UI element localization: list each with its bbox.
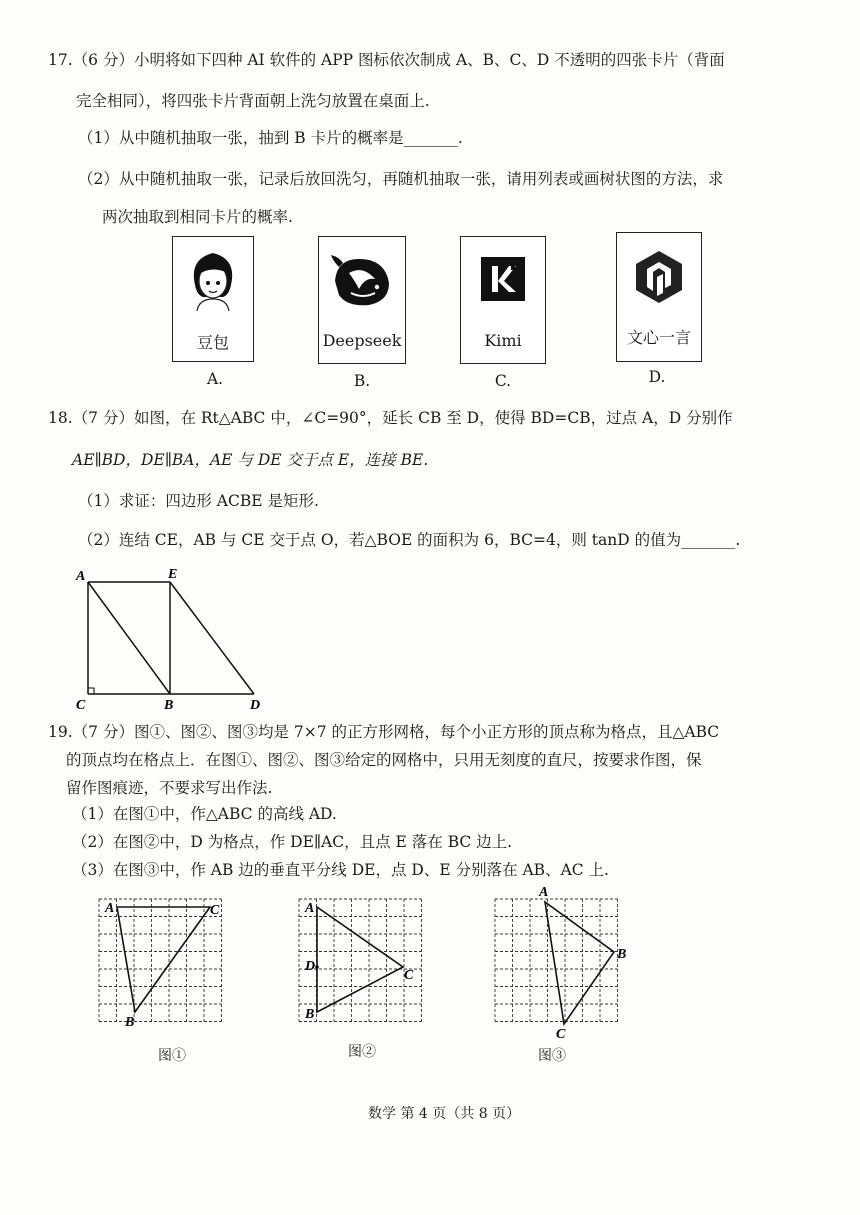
card-a-label: 豆包 (196, 333, 229, 352)
q18-part2: （2）连结 CE，AB 与 CE 交于点 O，若△BOE 的面积为 6，BC=4，则 tanD 的值为_______. (78, 531, 741, 549)
q19-line3: 留作图痕迹，不要求写出作法. (66, 779, 273, 797)
fig1-label-c: C (210, 903, 220, 918)
q19-figure-2 (292, 892, 432, 1032)
fig2-label-b: B (305, 1007, 315, 1022)
q18-label-e: E (168, 567, 178, 582)
q17-line2: 完全相同），将四张卡片背面朝上洗匀放置在桌面上. (76, 92, 430, 110)
fig1-label-b: B (125, 1015, 135, 1030)
q18-line2: AE∥BD，DE∥BA，AE 与 DE 交于点 E，连接 BE. (72, 451, 429, 469)
card-d-letter: D. (648, 368, 666, 386)
card-c-label: Kimi (484, 331, 522, 350)
q18-part1: （1）求证：四边形 ACBE 是矩形. (78, 492, 319, 510)
q19-part2: （2）在图②中，D 为格点，作 DE∥AC，且点 E 落在 BC 边上. (72, 833, 513, 851)
deepseek-whale-icon (329, 249, 395, 311)
q18-label-a: A (76, 569, 86, 584)
q17-line1: 17.（6 分）小明将如下四种 AI 软件的 APP 图标依次制成 A、B、C、D 不透明的四张卡片（背面 (48, 51, 725, 69)
fig3-label-b: B (617, 947, 627, 962)
wenxin-hexagon-icon (633, 249, 685, 305)
doubao-avatar-icon (183, 245, 243, 313)
card-d-label: 文心一言 (626, 328, 691, 347)
card-d (616, 232, 702, 362)
fig3-label-c: C (556, 1027, 566, 1042)
fig2-label-c: C (404, 968, 414, 983)
q18-label-c: C (76, 698, 86, 712)
card-b (318, 236, 406, 364)
fig3-caption: 图③ (538, 1048, 566, 1064)
fig3-label-a: A (539, 885, 549, 900)
q17-part2-line2: 两次抽取到相同卡片的概率. (102, 208, 293, 226)
q18-label-d: D (250, 698, 261, 712)
q19-part3: （3）在图③中，作 AB 边的垂直平分线 DE，点 D、E 分别落在 AB、AC 上. (72, 861, 609, 879)
q19-part1: （1）在图①中，作△ABC 的高线 AD. (72, 805, 337, 823)
kimi-k-icon (481, 257, 525, 301)
card-c (460, 236, 546, 364)
q18-line1: 18.（7 分）如图，在 Rt△ABC 中，∠C=90°，延长 CB 至 D，使得 BD=CB，过点 A，D 分别作 (48, 409, 733, 427)
q19-line1: 19.（7 分）图①、图②、图③均是 7×7 的正方形网格，每个小正方形的顶点称为格点，且△ABC (48, 723, 720, 741)
q19-line2: 的顶点均在格点上．在图①、图②、图③给定的网格中，只用无刻度的直尺，按要求作图，保 (66, 751, 702, 769)
fig1-label-a: A (105, 901, 115, 916)
card-b-letter: B. (353, 372, 371, 390)
fig2-label-a: A (305, 901, 315, 916)
q18-label-b: B (164, 698, 174, 712)
fig2-caption: 图② (348, 1044, 376, 1060)
q19-figure-1 (92, 892, 232, 1032)
card-b-label: Deepseek (322, 331, 402, 350)
q17-part2-line1: （2）从中随机抽取一张，记录后放回洗匀，再随机抽取一张，请用列表或画树状图的方法，求 (78, 170, 724, 188)
q19-figure-3 (488, 882, 628, 1042)
q18-figure (64, 562, 284, 712)
card-c-letter: C. (494, 372, 512, 390)
page-footer: 数学 第 4 页（共 8 页） (368, 1106, 521, 1122)
fig1-caption: 图① (158, 1048, 186, 1064)
card-a (172, 236, 254, 362)
q17-part1: （1）从中随机抽取一张，抽到 B 卡片的概率是_______. (78, 129, 463, 147)
fig2-label-d: D (305, 959, 316, 974)
card-a-letter: A. (206, 370, 224, 388)
